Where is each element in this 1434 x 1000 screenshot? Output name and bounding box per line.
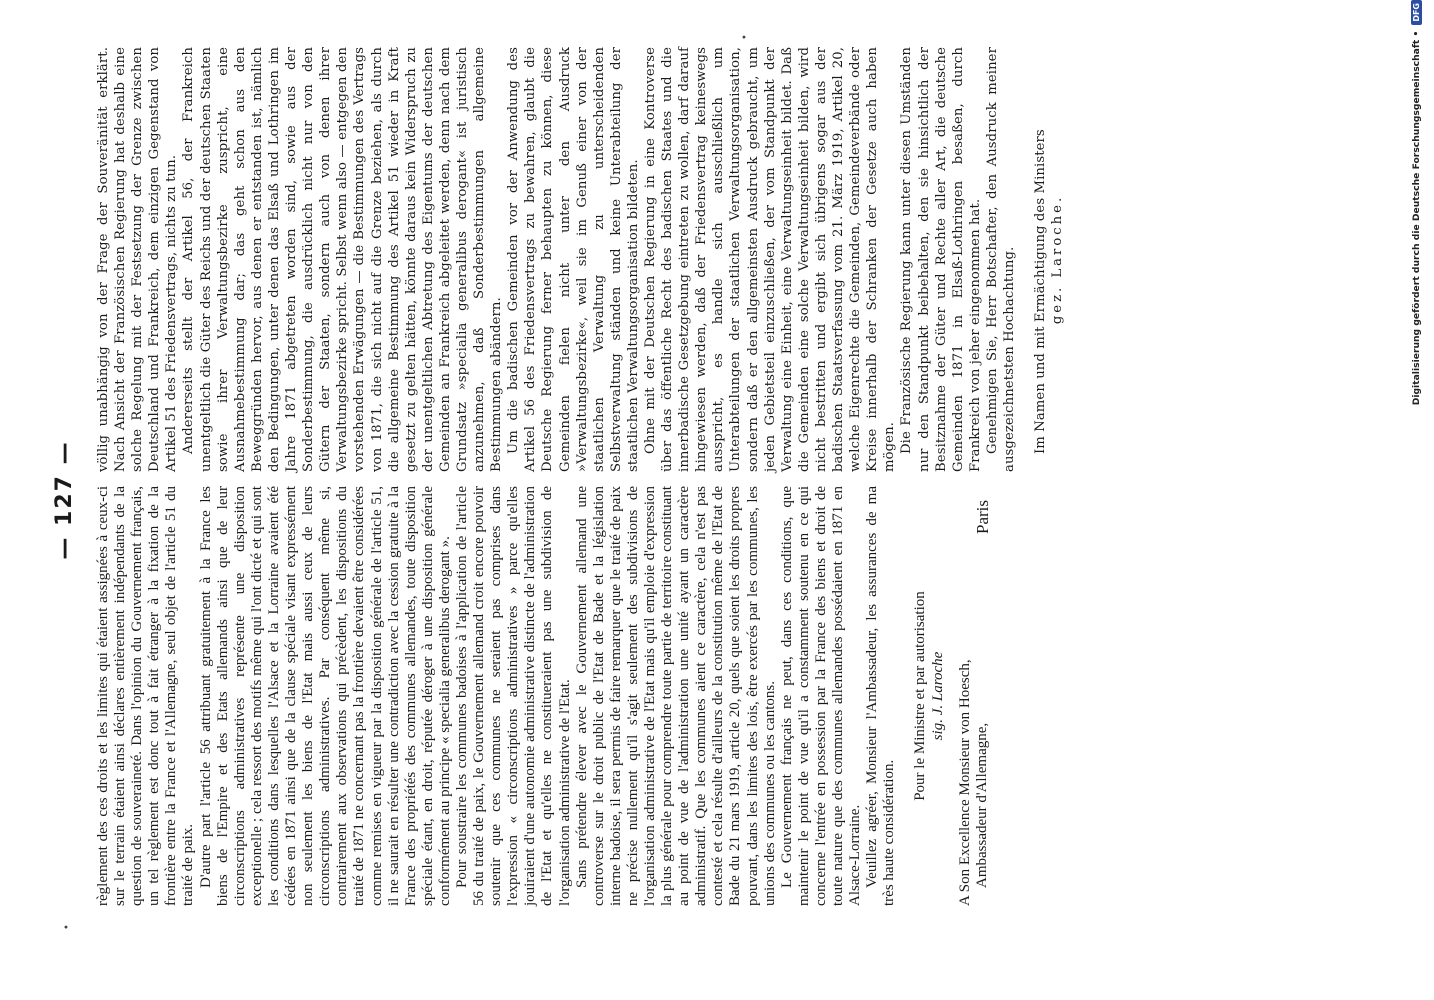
french-paragraph: Pour soustraire les communes badoises à l'application de l'article 56 du traité de paix, le Gouvernement allemand croit encore pouvoir soutenir que ces communes ne seraient pas comprises dans l'expression « circonscriptions administratives » parce qu'elles jouiraient d'une autonomie administrative distincte de l'administration de l'Etat et qu'elles ne constitueraient pas une subdivision de l'organisation administrative de l'Etat.: [453, 486, 573, 906]
french-paragraph: règlement des ces droits et les limites qui étaient assignées à ceux-ci sur le terrain étaient ainsi déclares entièrement indépendants de la question de souveraineté. Dans l'opinion du Gouvernement français, un tel règlement est donc tout à fait étranger à la fixation de la frontière entre la France et l'Allemagne, seul objet de l'article 51 du traité de paix.: [95, 486, 197, 906]
french-column: [95, 486, 991, 906]
german-paragraph: Die Französische Regierung kann unter diesen Umständen nur den Standpunkt beibehalten, den sie hinsichtlich der Besitznahme der Güter und Rechte aller Art, die deutsche Gemeinden 1871 in Elsaß-Lothringen besaßen, durch Frankreich von jeher eingenommen hat.: [899, 47, 983, 472]
german-closing: Im Namen und mit Ermächtigung des Ministers: [1033, 129, 1049, 454]
scan-speck: •: [740, 34, 751, 40]
recipient-city: Paris: [972, 500, 992, 534]
dfg-logo-icon: DFG: [1411, 0, 1422, 25]
german-signature: gez. Laroche.: [1050, 194, 1066, 325]
german-paragraph: Genehmigen Sie, Herr Botschafter, den Ausdruck meiner ausgezeichnetsten Hochachtung.: [984, 47, 1017, 472]
recipient-title: Ambassadeur d'Allemagne,: [973, 722, 990, 888]
french-signature: sig. J. Laroche: [929, 651, 946, 741]
german-paragraph: Um die badischen Gemeinden vor der Anwendung des Artikel 56 des Friedensvertrags zu bewahren, glaubt die Deutsche Regierung ferner behaupten zu können, diese Gemeinden fielen nicht unter den Ausdruck »Verwaltungsbezirke«, weil sie im Genuß einer von der staatlichen Verwaltung zu unterscheidenden Selbstverwaltung ständen und keine Unterabteilung der staatlichen Verwaltungsorganisation bildeten.: [506, 47, 641, 472]
french-paragraph: Veuillez agréer, Monsieur l'Ambassadeur, les assurances de ma très haute considération.: [864, 486, 898, 906]
credit-text: Digitalisierung gefördert durch die Deutsche Forschungsgemeinschaft •: [1410, 30, 1422, 406]
german-column: [95, 47, 1066, 472]
recipient-address: [957, 486, 991, 906]
recipient-title-row: [974, 486, 991, 906]
french-closing: Pour le Ministre et par autorisation: [912, 591, 929, 801]
french-paragraph: Le Gouvernement français ne peut, dans ces conditions, que maintenir le point de vue qu'il a constamment soutenu en ce qui concerne l'entrée en possession par la France des biens et droit de toute nature que des communes allemandes possédaient en 1871 en Alsace-Lorraine.: [778, 486, 864, 906]
recipient-name: A Son Excellence Monsieur von Hoesch,: [956, 659, 973, 906]
french-paragraph: D'autre part l'article 56 attribuant gratuitement à la France les biens de l'Empire et des Etats allemands ainsi que de leur circonscriptions administratives représente une disposition exceptionelle ; cela ressort des motifs même qui l'ont dicté et qui sont les conditions dans lesquelles l'Alsace et la Lorraine avaient été cédées en 1871 ainsi que de la clause spéciale visant expressément non seulement les biens de l'Etat mais aussi ceux de leurs circonscriptions administratives. Par conséquent même si, contrairement aux observations qui précèdent, les dispositions du traité de 1871 ne concernant pas la frontière devaient être considérées comme remises en vigueur par la disposition générale de l'article 51, il ne saurait en résulter une contradiction avec la cession gratuite à la France des propriétés des communes allemandes, toute disposition spéciale étant, en droit, réputée déroger à une disposition générale conformément au principe « specialia generalibus derogant ».: [197, 486, 453, 906]
digitization-credit: [1406, 0, 1426, 1000]
german-paragraph: Andererseits stellt der Artikel 56, der Frankreich unentgeltlich die Güter des Reichs und der deutschen Staaten sowie ihrer Verwaltungsbezirke zuspricht, eine Ausnahmebestimmung dar; das geht schon aus den Beweggründen hervor, aus denen er entstanden ist, nämlich den Bedingungen, unter denen das Elsaß und Lothringen im Jahre 1871 abgetreten worden sind, sowie aus der Sonderbestimmung, die ausdrücklich nicht nur von den Gütern der Staaten, sondern auch von denen ihrer Verwaltungsbezirke spricht. Selbst wenn also — entgegen den vorstehenden Erwägungen — die Bestimmungen des Vertrags von 1871, die sich nicht auf die Grenze beziehen, als durch die allgemeine Bestimmung des Artikel 51 wieder in Kraft gesetzt zu gelten hätten, könnte daraus kein Widerspruch zu der unentgeltlichen Abtretung des Eigentums der deutschen Gemeinden an Frankreich abgeleitet werden, denn nach dem Grundsatz »specialia generalibus derogant« ist juristisch anzunehmen, daß Sonderbestimmungen allgemeine Bestimmungen abändern.: [181, 47, 505, 472]
page-number: — 127 —: [52, 440, 77, 560]
german-paragraph: Ohne mit der Deutschen Regierung in eine Kontroverse über das öffentliche Recht des badischen Staates und die innerbadische Gesetzgebung eintreten zu wollen, darf darauf hingewiesen werden, daß der Friedensvertrag keineswegs ausspricht, es handle sich ausschließlich um Unterabteilungen der staatlichen Verwaltungsorganisation, sondern daß er den allgemeinsten Ausdruck gebraucht, um jeden Gebietsteil einzuschließen, der vom Standpunkt der Verwaltung eine Einheit, eine Verwaltungseinheit bildet. Daß die Gemeinden eine solche Verwaltungseinheit bilden, wird nicht bestritten und ergibt sich übrigens sogar aus der badischen Staatsverfassung vom 21. März 1919, Artikel 20, welche Eigenrechte die Gemeinden, Gemeindeverbände oder Kreise innerhalb der Schranken der Gesetze auch haben mögen.: [643, 47, 898, 472]
german-paragraph: völlig unabhängig von der Frage der Souveränität erklärt. Nach Ansicht der Französischen Regierung hat deshalb eine solche Regelung mit der Festsetzung der Grenze zwischen Deutschland und Frankreich, dem einzigen Gegenstand von Artikel 51 des Friedensvertrags, nichts zu tun.: [96, 47, 180, 472]
french-paragraph: Sans prétendre élever avec le Gouvernement allemand une controverse sur le droit public de l'Etat de Bade et la législation interne badoise, il sera permis de faire remarquer que le traité de paix ne précise nullement qu'il s'agit seulement des subdivisions de l'organisation administrative de l'Etat mais qu'il emploie d'expression la plus générale pour comprendre toute partie de territoire constituant au point de vue de l'administration une unité ayant un caractère administratif. Que les communes aient ce caractère, cela n'est pas contesté et cela résulte d'ailleurs de la constitution même de l'Etat de Bade du 21 mars 1919, article 20, quels que soient les droits propres pouvant, dans les limites des lois, être exercés par les communes, les unions des communes ou les cantons.: [573, 486, 778, 906]
scan-speck: •: [62, 924, 73, 930]
